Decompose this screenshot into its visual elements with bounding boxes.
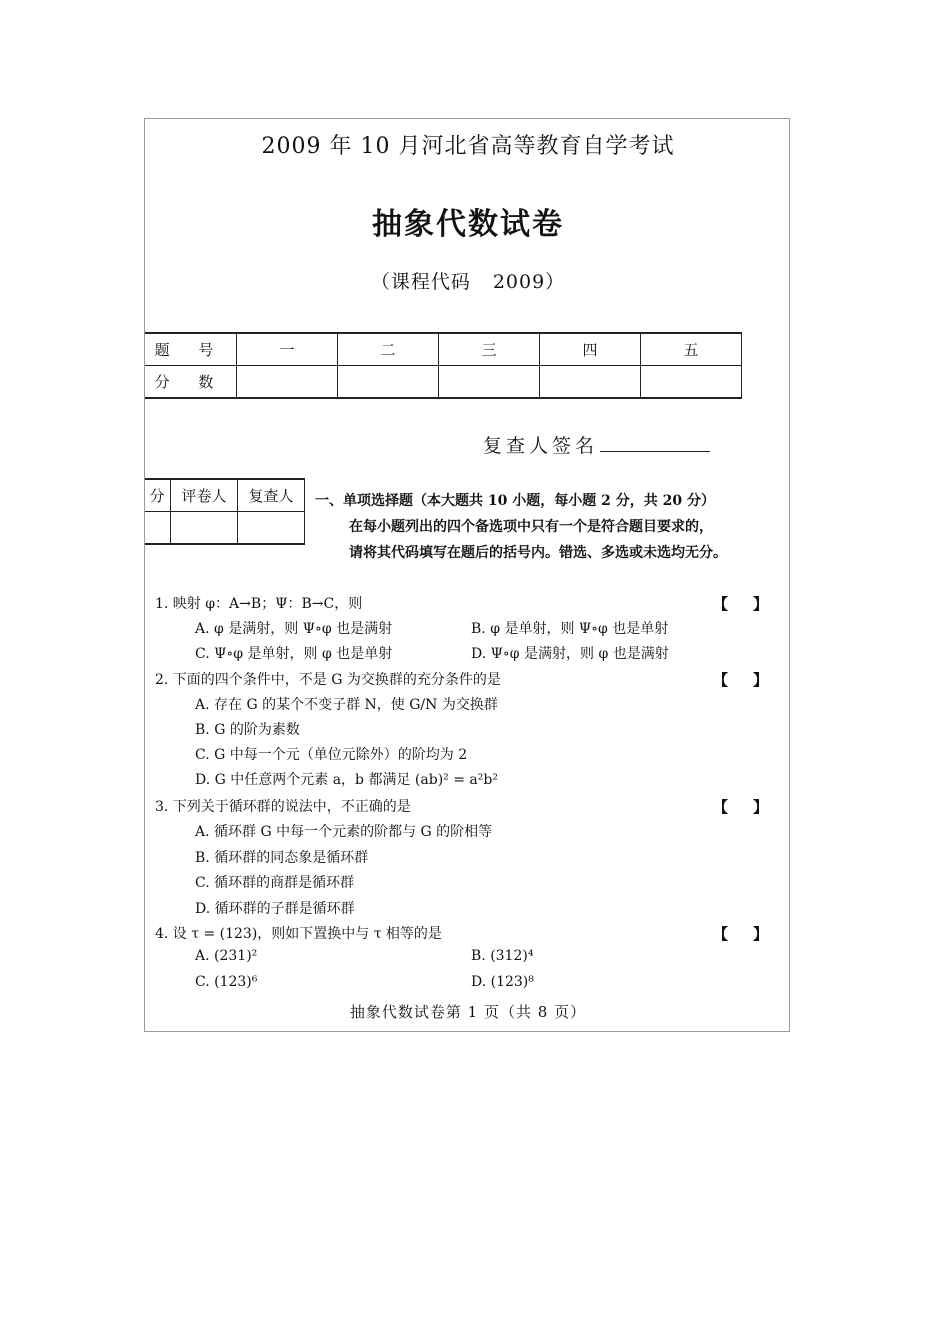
exam-title: 2009 年 10 月河北省高等教育自学考试 <box>261 134 675 159</box>
question-stem: 3. 下列关于循环群的说法中，不正确的是 <box>155 799 411 815</box>
grader-label: 评卷人 <box>171 479 238 512</box>
section-instruction: 请将其代码填写在题后的括号内。错选、多选或未选均无分。 <box>349 545 727 561</box>
score-col-4: 四 <box>540 333 641 366</box>
score-label: 分 数 <box>144 366 237 399</box>
question-number-label: 题 号 <box>144 333 237 366</box>
option-b: B. G 的阶为素数 <box>195 722 300 738</box>
option-b: B. φ 是单射，则 Ψ∘φ 也是单射 <box>471 621 669 637</box>
option-c: C. 循环群的商群是循环群 <box>195 875 355 891</box>
question-stem: 1. 映射 φ：A→B；Ψ：B→C，则 <box>155 596 363 612</box>
grader-cell <box>171 512 238 545</box>
score-col-3: 三 <box>439 333 540 366</box>
reviewer-signature <box>483 431 710 458</box>
section-title: 一、单项选择题（本大题共 10 小题，每小题 2 分，共 20 分） <box>315 493 715 509</box>
reviewer-signature-label: 复查人签名 <box>483 435 599 457</box>
option-a: A. (231)² <box>195 948 258 964</box>
paper-title: 抽象代数试卷 <box>372 207 564 242</box>
option-a: A. 循环群 G 中每一个元素的阶都与 G 的阶相等 <box>195 824 493 840</box>
option-b: B. (312)⁴ <box>471 948 534 964</box>
score-table-score-row <box>144 366 742 399</box>
option-d: D. 循环群的子群是循环群 <box>195 901 355 917</box>
course-code-value: 2009） <box>492 271 566 293</box>
grader-table-blank-row <box>144 512 305 545</box>
score-cell <box>641 366 742 399</box>
option-c: C. Ψ∘φ 是单射，则 φ 也是单射 <box>195 646 393 662</box>
grader-table-header-row <box>144 479 305 512</box>
option-a: A. 存在 G 的某个不变子群 N，使 G/N 为交换群 <box>195 697 498 713</box>
score-cell <box>540 366 641 399</box>
option-d: D. (123)⁸ <box>471 974 534 990</box>
score-table-header-row <box>144 333 742 366</box>
exam-page: 2009 年 10 月河北省高等教育自学考试 抽象代数试卷 （课程代码 2009） 题 号 一 二 三 四 五 分 数 复查人签名 分 评卷人 复查人 一、单项选择题（本大题共 10 小题，每小题 2 分，共 20 分） 在每小题列出的四个备选项中只有一个是符合题目要求的， 请将其代码填写在题后的括号内。错选、多选或未选均无分。 1. 映射 φ：A→B；Ψ：B→C，则 【 】 A. φ 是满射，则 Ψ∘φ 也是满射 B. φ 是单射，则 Ψ∘φ 也是单射 C. Ψ∘φ 是单射，则 φ 也是单射 D. Ψ∘φ 是满射，则 φ 也是满射 2. 下面的四个条件中，不是 G 为交换群的充分条件的是 【 】 A. 存在 G 的某个不变子群 N，使 G/N 为交换群 B. G 的阶为素数 C. G 中每一个元（单位元除外）的阶均为 2 D. G 中任意两个元素 a，b 都满足 (ab)² = a²b² 3. 下列关于循环群的说法中，不正确的是 【 】 A. 循环群 G 中每一个元素的阶都与 G 的阶相等 B. 循环群的同态象是循环群 C. 循环群的商群是循环群 D. 循环群的子群是循环群 4. 设 τ = (123)，则如下置换中与 τ 相等的是 【 】 A. (231)² B. (312)⁴ C. (123)⁶ D. (123)⁸ 抽象代数试卷第 1 页（共 8 页） <box>144 118 790 1032</box>
option-d: D. Ψ∘φ 是满射，则 φ 也是满射 <box>471 646 669 662</box>
page-footer: 抽象代数试卷第 1 页（共 8 页） <box>349 1003 587 1021</box>
course-code-label: （课程代码 <box>370 271 471 293</box>
question-stem: 2. 下面的四个条件中，不是 G 为交换群的充分条件的是 <box>155 672 501 688</box>
score-cell <box>237 366 338 399</box>
score-cell <box>338 366 439 399</box>
option-a: A. φ 是满射，则 Ψ∘φ 也是满射 <box>195 621 393 637</box>
score-col-1: 一 <box>237 333 338 366</box>
option-d: D. G 中任意两个元素 a，b 都满足 (ab)² = a²b² <box>195 772 498 788</box>
option-b: B. 循环群的同态象是循环群 <box>195 850 369 866</box>
grader-table <box>144 478 305 545</box>
signature-line <box>600 433 710 452</box>
score-cell <box>439 366 540 399</box>
score-col-2: 二 <box>338 333 439 366</box>
course-code <box>145 267 790 294</box>
question-stem: 4. 设 τ = (123)，则如下置换中与 τ 相等的是 <box>155 926 442 942</box>
option-c: C. G 中每一个元（单位元除外）的阶均为 2 <box>195 747 468 763</box>
grader-cell <box>144 512 171 545</box>
option-c: C. (123)⁶ <box>195 974 258 990</box>
checker-label: 复查人 <box>238 479 305 512</box>
section-instruction: 在每小题列出的四个备选项中只有一个是符合题目要求的， <box>349 519 713 535</box>
grader-score-label: 分 <box>144 479 171 512</box>
grader-cell <box>238 512 305 545</box>
score-col-5: 五 <box>641 333 742 366</box>
score-table <box>144 332 742 399</box>
